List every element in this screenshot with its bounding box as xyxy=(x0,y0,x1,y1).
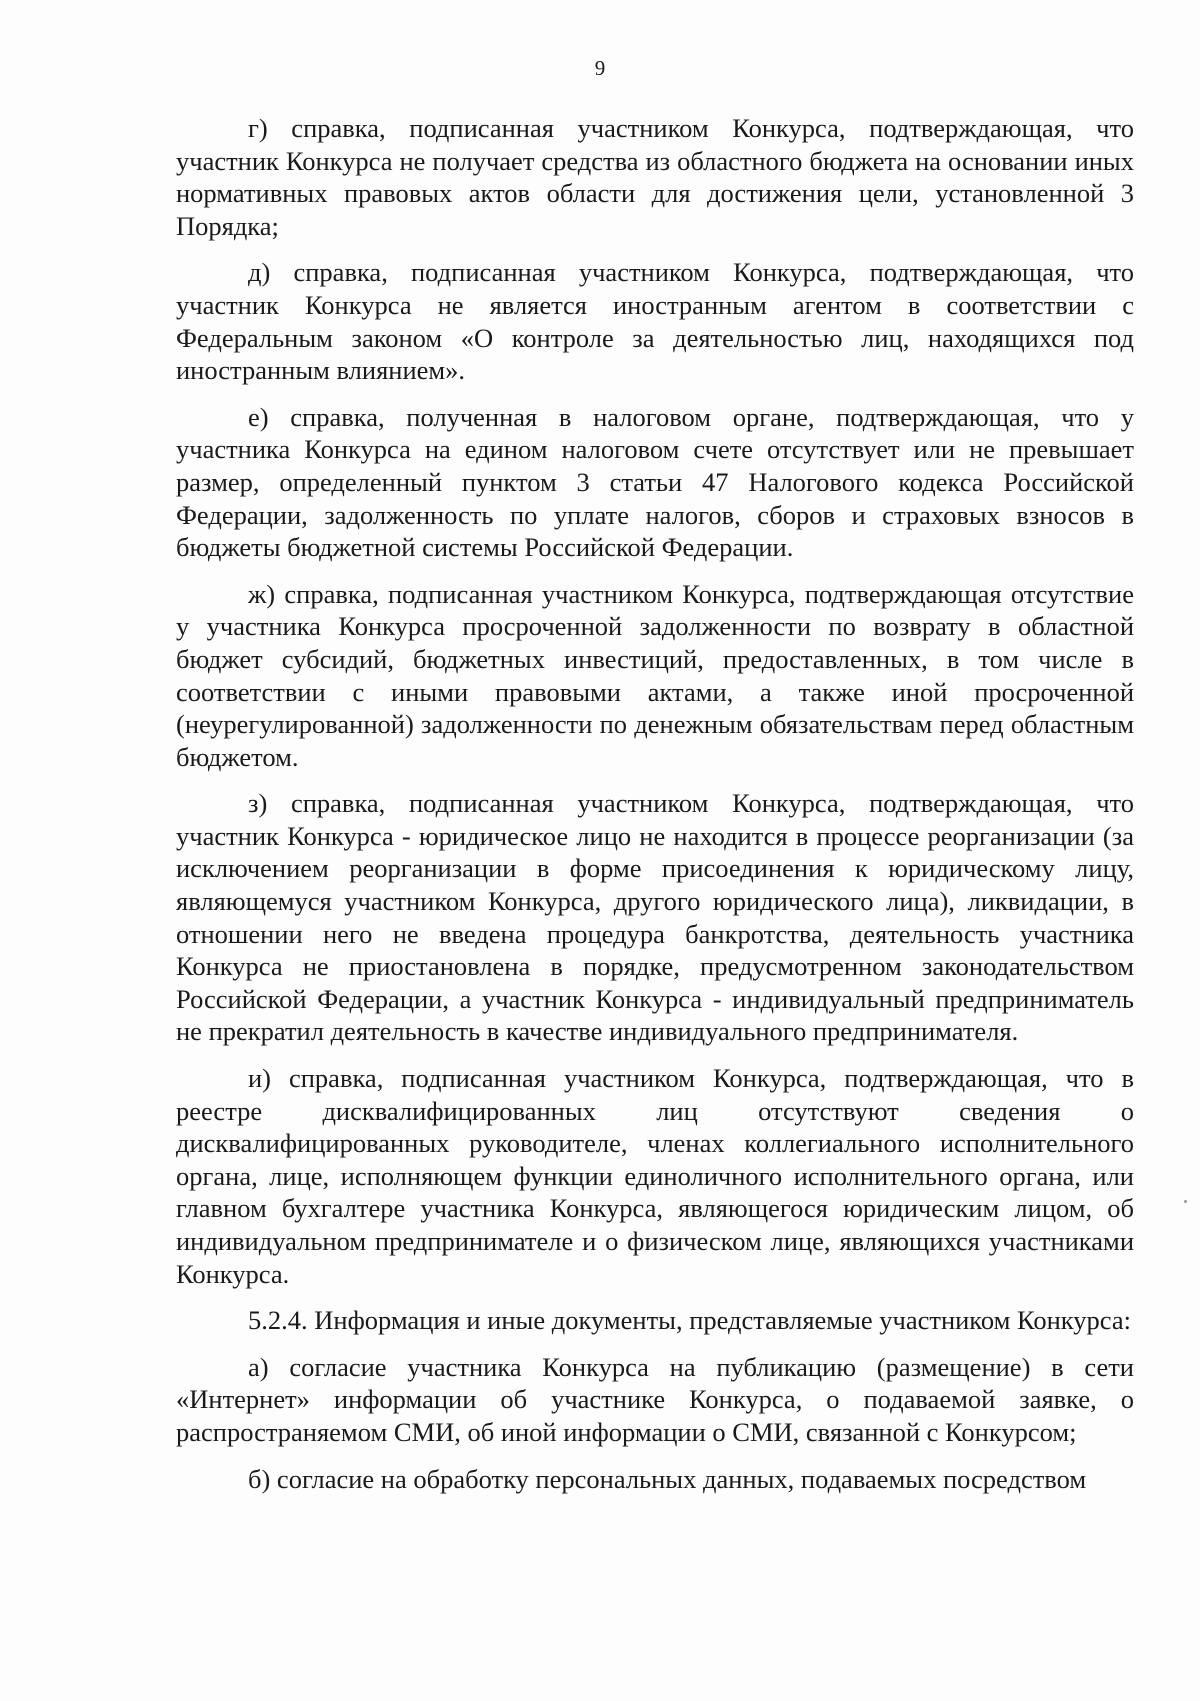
paragraph-z-certificate-no-reorganization: з) справка, подписанная участником Конкурса, подтверждающая, что участник Конкурса - юридическое лицо не находится в процессе реорганизации (за исключением реорганизации в форме присоединения к юридическому лицу, являющемуся участником Конкурса, другого юридического лица), ликвидации, в отношении него не введена процедура банкротства, деятельность участника Конкурса не приостановлена в порядке, предусмотренном законодательством Российской Федерации, а участник Конкурса - индивидуальный предприниматель не прекратил деятельность в качестве индивидуального предпринимателя. xyxy=(176,788,1134,1047)
paragraph-zh-certificate-no-overdue-debt: ж) справка, подписанная участником Конкурса, подтверждающая отсутствие у участника Конкурса просроченной задолженности по возврату в областной бюджет субсидий, бюджетных инвестиций, предоставленных, в том числе в соответствии с иными правовыми актами, а также иной просроченной (неурегулированной) задолженности по денежным обязательствам перед областным бюджетом. xyxy=(176,578,1134,772)
paragraph-e-certificate-tax-authority: е) справка, полученная в налоговом органе, подтверждающая, что у участника Конкурса на едином налоговом счете отсутствует или не превышает размер, определенный пунктом 3 статьи 47 Налогового кодекса Российской Федерации, задолженность по уплате налогов, сборов и страховых взносов в бюджеты бюджетной системы Российской Федерации. xyxy=(176,401,1134,563)
page-number: 9 xyxy=(594,56,606,80)
paragraph-a-consent-publication: а) согласие участника Конкурса на публикацию (размещение) в сети «Интернет» информации об участнике Конкурса, о подаваемой заявке, о распространяемом СМИ, об иной информации о СМИ, связанной с Конкурсом; xyxy=(176,1351,1134,1447)
paragraph-b-consent-personal-data: б) согласие на обработку персональных данных, подаваемых посредством xyxy=(248,1463,1087,1494)
scan-artifact-dot xyxy=(1184,1200,1187,1203)
section-5-2-4-heading: 5.2.4. Информация и иные документы, представляемые участником Конкурса: xyxy=(248,1305,1131,1336)
paragraph-i-certificate-no-disqualified: и) справка, подписанная участником Конкурса, подтверждающая, что в реестре дисквалифицированных лиц отсутствуют сведения о дисквалифицированных руководителе, членах коллегиального исполнительного органа, лице, исполняющем функции единоличного исполнительного органа, или главном бухгалтере участника Конкурса, являющегося юридическим лицом, об индивидуальном предпринимателе и о физическом лице, являющихся участниками Конкурса. xyxy=(176,1063,1134,1289)
paragraph-d-certificate-not-foreign-agent: д) справка, подписанная участником Конкурса, подтверждающая, что участник Конкурса не является иностранным агентом в соответствии с Федеральным законом «О контроле за деятельностью лиц, находящихся под иностранным влиянием». xyxy=(176,257,1134,386)
paragraph-g-certificate-no-regional-funds: г) справка, подписанная участником Конкурса, подтверждающая, что участник Конкурса не получает средства из областного бюджета на основании иных нормативных правовых актов области для достижения цели, установленной 3 Порядка; xyxy=(176,113,1134,241)
document-body xyxy=(176,112,1134,1495)
